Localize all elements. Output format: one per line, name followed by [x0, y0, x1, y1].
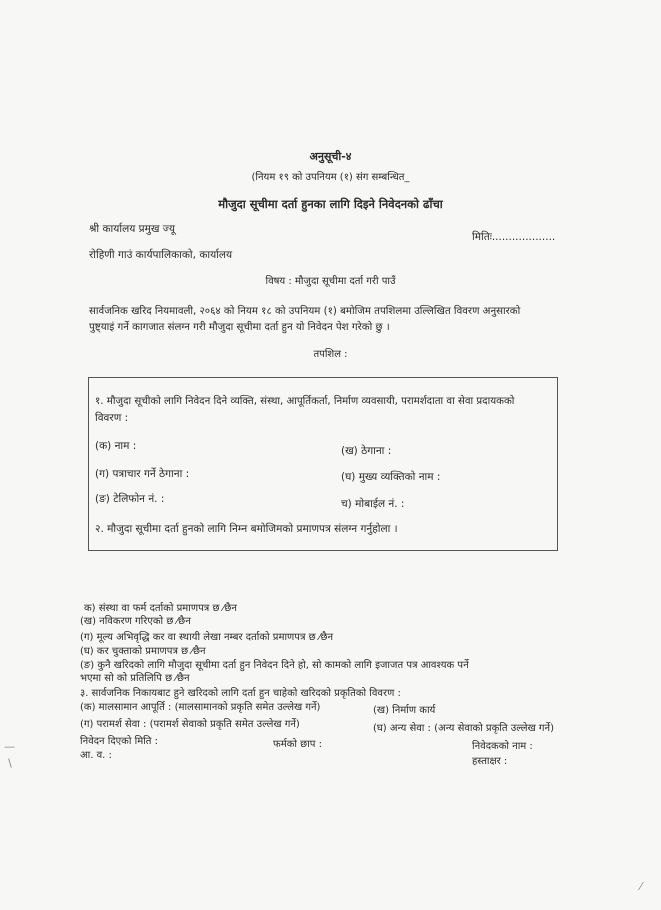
signature-label: हस्ताक्षर : — [472, 756, 508, 767]
cert-license-line1: (ङ) कुनै खरिदको लागि मौजुदा सूचीमा दर्ता हुन निवेदन दिने हो, सो कामको लागि इजाजत पत्र आवश्यक पर्ने — [80, 660, 469, 671]
mobile-label: च) मोबाईल नं. : — [341, 498, 405, 510]
procurement-consulting: (ग) परामर्श सेवा : (परामर्श सेवाको प्रकृति समेत उल्लेख गर्ने) — [80, 719, 300, 730]
body-line-2: पुष्ट्याइं गर्ने कागजात संलग्न गरी मौजुदा सूचीमा दर्ता हुन यो निवेदन पेश गरेको छु । — [89, 322, 390, 333]
form-title: मौजुदा सूचीमा दर्ता हुनका लागि दिइने निवेदनको ढाँचा — [218, 197, 443, 211]
scan-mark-left: — — [4, 740, 15, 753]
cert-license-line2: भएमा सो को प्रतिलिपि छ ⁄छैन — [80, 673, 190, 684]
scan-mark-left-2: ∖ — [6, 757, 14, 770]
mailing-address-label: (ग) पत्राचार गर्ने ठेगाना : — [95, 468, 190, 480]
addressee-line-2: रोहिणी गाउं कार्यपालिकाको, कार्यालय — [89, 249, 233, 261]
cert-vat-pan: (ग) मूल्य अभिवृद्धि कर वा स्थायी लेखा नम्बर दर्ताको प्रमाणपत्र छ ⁄छैन — [80, 632, 334, 643]
telephone-label: (ङ) टेलिफोन नं. : — [95, 493, 165, 505]
procurement-goods: (क) मालसामान आपूर्ति : (मालसामानको प्रकृति समेत उल्लेख गर्ने) — [80, 702, 321, 713]
fiscal-year-label: आ. व. : — [80, 750, 112, 761]
address-field-label: (ख) ठेगाना : — [341, 445, 392, 457]
applicant-name-label: निवेदकको नाम : — [472, 741, 533, 752]
date-label: मितिः................... — [472, 231, 556, 243]
name-field-label: (क) नाम : — [95, 440, 137, 452]
firm-stamp-label: फर्मको छाप : — [273, 739, 322, 750]
scan-mark-corner: ⁄ — [640, 880, 642, 893]
body-line-1: सार्वजनिक खरिद नियमावली, २०६४ को नियम १८ को उपनियम (१) बमोजिम तपशिलमा उल्लिखित विवरण अनुसारको — [89, 306, 521, 317]
cert-tax-clearance: (घ) कर चुक्ताको प्रमाणपत्र छ ⁄छैन — [80, 646, 206, 657]
subject-line: विषय : मौजुदा सूचीमा दर्ता गरी पाउँ — [265, 276, 396, 287]
item3-heading: ३. सार्वजनिक निकायबाट हुने खरिदको लागि दर्ता हुन चाहेको खरिदको प्रकृतिको विवरण : — [80, 688, 401, 699]
procurement-other: (घ) अन्य सेवा : (अन्य सेवाको प्रकृति उल्लेख गर्ने) — [373, 723, 554, 734]
cert-registration: क) संस्था वा फर्म दर्ताको प्रमाणपत्र छ ⁄छैन — [84, 603, 237, 614]
tapsil-label: तपशिल : — [313, 349, 348, 360]
procurement-works: (ख) निर्माण कार्य — [373, 705, 436, 716]
item1-line1: १. मौजुदा सूचीको लागि निवेदन दिने व्यक्ति, संस्था, आपूर्तिकर्ता, निर्माण व्यवसायी, परामर्शदाता वा सेवा प्रदायकको — [95, 396, 515, 407]
application-date-label: निवेदन दिएको मिति : — [80, 736, 159, 747]
rule-reference: (नियम १९ को उपनियम (१) संग सम्बन्धित_ — [251, 172, 410, 183]
addressee-line-1: श्री कार्यालय प्रमुख ज्यू — [89, 223, 175, 235]
key-person-label: (घ) मुख्य व्यक्तिको नाम : — [341, 471, 441, 483]
item2-text: २. मौजुदा सूचीमा दर्ता हुनको लागि निम्न बमोजिमको प्रमाणपत्र संलग्न गर्नुहोला । — [95, 523, 398, 535]
item1-line2: विवरण : — [95, 412, 129, 424]
cert-renewal: (ख) नविकरण गरिएको छ ⁄छैन — [80, 616, 191, 627]
schedule-heading: अनुसूची-४ — [309, 150, 352, 163]
